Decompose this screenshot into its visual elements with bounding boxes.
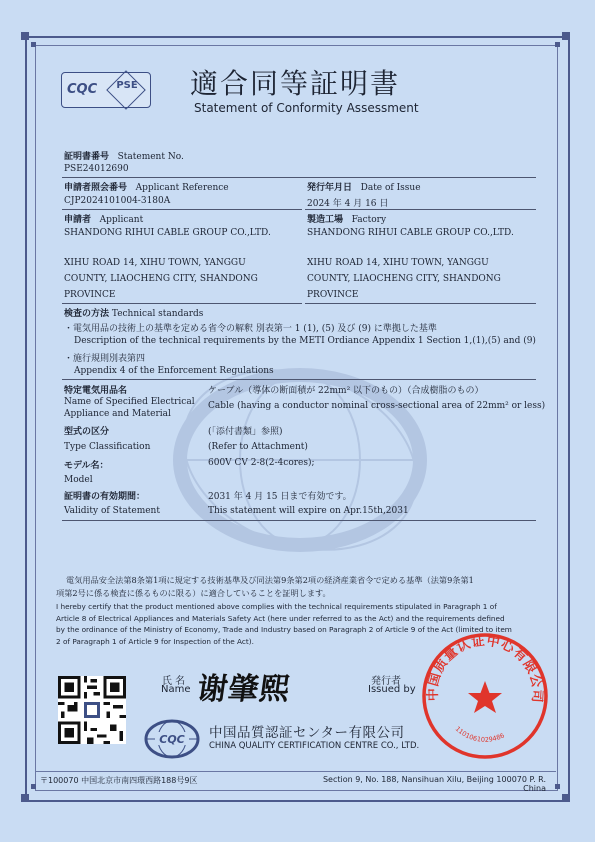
factory-address-line2: COUNTY, LIAOCHENG CITY, SHANDONG [307, 274, 501, 284]
statement-no-label: 証明書番号 Statement No. [64, 152, 184, 162]
inspection-line2-jp: ・施行規則別表第四 [64, 354, 146, 364]
corner-square [21, 794, 29, 802]
cqc-logo-text: CQC [67, 82, 98, 97]
inspection-label: 検査の方法 Technical standards [64, 309, 204, 319]
validity-value-jp: 2031 年 4 月 15 日まで有効です。 [208, 492, 352, 502]
title-japanese: 適合同等証明書 [190, 67, 401, 100]
inspection-line1-en: Description of the technical requirements by the METI Ordiance Appendix 1 Section 1,(1),(5) and (9) [74, 336, 536, 346]
corner-square [21, 32, 29, 40]
certification-text-jp: 電気用品安全法第8条第1項に規定する技術基準及び同法第9条第2項の経済産業省令で定める基準（法第9条第1 項第2号に係る検査に係るものに限る）に適合していることを証明します。 [56, 575, 474, 598]
model-value: 600V CV 2-8(2-4cores); [208, 458, 315, 468]
name-label-jp: 氏 名 [162, 676, 186, 687]
applicant-address-line3: PROVINCE [64, 290, 116, 300]
company-name-jp: 中国品質認証センター有限公司 [209, 725, 405, 741]
qr-code [58, 676, 126, 744]
applicant-address-line1: XIHU ROAD 14, XIHU TOWN, YANGGU [64, 258, 246, 268]
svg-text:中国质量认证中心有限公司: 中国质量认证中心有限公司 [425, 633, 545, 704]
inspection-line1-jp: ・電気用品の技術上の基準を定める省令の解釈 別表第一 1 (1), (5) 及び (9) に準拠した基準 [64, 324, 437, 334]
svg-text:CQC: CQC [159, 733, 185, 746]
factory-label: 製造工場 Factory [307, 215, 387, 225]
issuer-label-jp: 発行者 [371, 676, 401, 687]
product-value-en: Cable (having a conductor nominal cross-sectional area of 22mm² or less) [208, 401, 546, 411]
corner-square [562, 794, 570, 802]
divider [305, 303, 536, 304]
handwritten-signature: 谢肇熙 [195, 672, 293, 707]
date-issue-value: 2024 年 4 月 16 日 [307, 199, 389, 209]
factory-name: SHANDONG RIHUI CABLE GROUP CO.,LTD. [307, 228, 514, 238]
footer-address-en: Section 9, No. 188, Nansihuan Xilu, Beijing 100070 P. R. China [322, 775, 546, 793]
applicant-ref-value: CJP2024101004-3180A [64, 196, 171, 206]
cqc-logo-icon [143, 718, 201, 760]
factory-address-line3: PROVINCE [307, 290, 359, 300]
corner-square [562, 32, 570, 40]
model-label-en: Model [64, 475, 93, 485]
validity-value-en: This statement will expire on Apr.15th,2031 [208, 506, 409, 516]
divider [62, 303, 302, 304]
applicant-ref-label: 申請者照会番号 Applicant Reference [64, 183, 229, 193]
corner-square [555, 784, 560, 789]
corner-square [555, 42, 560, 47]
type-class-value-en: (Refer to Attachment) [208, 442, 308, 452]
svg-text:1101061029486: 1101061029486 [453, 724, 506, 744]
divider [305, 209, 536, 210]
corner-square [31, 42, 36, 47]
company-name-en: CHINA QUALITY CERTIFICATION CENTRE CO., LTD. [209, 741, 420, 751]
applicant-name: SHANDONG RIHUI CABLE GROUP CO.,LTD. [64, 228, 271, 238]
divider [62, 520, 536, 521]
divider [62, 379, 536, 380]
divider [62, 209, 302, 210]
corner-square [31, 784, 36, 789]
product-value-jp: ケーブル（導体の断面積が 22mm² 以下のもの）（合成樹脂のもの） [208, 386, 484, 396]
type-class-value-jp: (「添付書類」参照) [208, 427, 283, 437]
type-class-label-jp: 型式の区分 [64, 427, 110, 437]
validity-label-en: Validity of Statement [64, 506, 160, 516]
issuer-label-en: Issued by [368, 684, 416, 695]
product-label-en2: Appliance and Material [64, 409, 171, 419]
applicant-address-line2: COUNTY, LIAOCHENG CITY, SHANDONG [64, 274, 258, 284]
factory-address-line1: XIHU ROAD 14, XIHU TOWN, YANGGU [307, 258, 489, 268]
model-label-jp: モデル名： [64, 461, 109, 471]
date-issue-label: 発行年月日 Date of Issue [307, 183, 421, 193]
divider [62, 177, 536, 178]
inspection-line2-en: Appendix 4 of the Enforcement Regulations [74, 366, 274, 376]
company-seal-stamp [420, 631, 550, 761]
pse-logo-text: PSE [116, 80, 138, 91]
product-label-en1: Name of Specified Electrical [64, 397, 195, 407]
statement-no-value: PSE24012690 [64, 164, 129, 174]
footer-address-jp: 〒100070 中国北京市南四環西路188号9区 [40, 776, 198, 785]
applicant-label: 申請者 Applicant [64, 215, 144, 225]
cqc-pse-logo [61, 72, 151, 108]
validity-label-jp: 証明書の有効期間： [64, 492, 146, 502]
footer-divider [36, 771, 556, 772]
type-class-label-en: Type Classification [64, 442, 151, 452]
certification-text-en: I hereby certify that the product mentioned above complies with the technical requirements stipulated in Paragraph 1 of Article 8 of Electrical Appliances and Materials Safety Act (here under referred to as the Act) and the requirements defined by the ordinance of the Ministry of Economy, Trade and Industry based on Paragraph 2 of Article 9 of the Act (limited to item 2 of Paragraph 1 of Article 9 for Inspection of the Act). [56, 602, 512, 646]
product-label-jp: 特定電気用品名 [64, 386, 128, 396]
name-label-en: Name [161, 684, 191, 695]
title-english: Statement of Conformity Assessment [194, 101, 419, 115]
